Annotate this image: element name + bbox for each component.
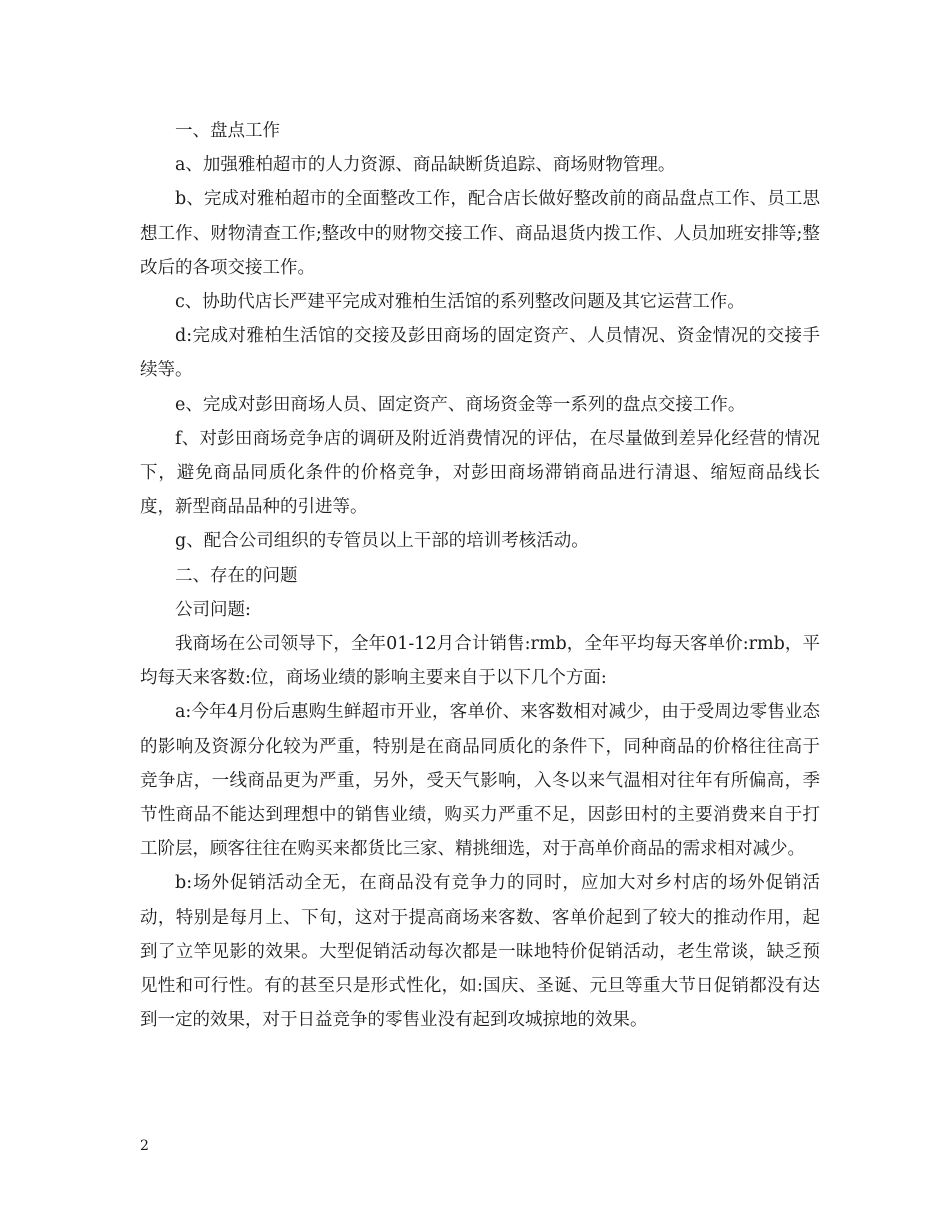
paragraph-item-c: c、协助代店长严建平完成对雅柏生活馆的系列整改问题及其它运营工作。 — [175, 292, 745, 313]
paragraph-item-f: f、对彭田商场竞争店的调研及附近消费情况的评估，在尽量做到差异化经营的情况下，避免商品同质化条件的价格竞争，对彭田商场滞销商品进行清退、缩短商品线长度，新型商品品种的引进等。 — [140, 428, 820, 518]
paragraph-problem-a: a:今年4月份后惠购生鲜超市开业，客单价、来客数相对减少，由于受周边零售业态的影响及资源分化较为严重，特别是在商品同质化的条件下，同种商品的价格往往高于竞争店，一线商品更为严重，另外，受天气影响，入冬以来气温相对往年有所偏高，季节性商品不能达到理想中的销售业绩，购买力严重不足，因彭田村的主要消费来自于打工阶层，顾客往往在购买来都货比三家、精挑细选，对于高单价商品的需求相对减少。 — [140, 702, 820, 860]
subheading-company-problems: 公司问题: — [175, 599, 251, 620]
document-body — [140, 114, 820, 1037]
paragraph-item-e: e、完成对彭田商场人员、固定资产、商场资金等一系列的盘点交接工作。 — [175, 394, 746, 415]
section-heading-inventory: 一、盘点工作 — [175, 121, 280, 141]
paragraph-item-a: a、加强雅柏超市的人力资源、商品缺断货追踪、商场财物管理。 — [175, 155, 676, 176]
paragraph-item-g: g、配合公司组织的专管员以上干部的培训考核活动。 — [175, 531, 589, 552]
paragraph-item-b: b、完成对雅柏超市的全面整改工作，配合店长做好整改前的商品盘点工作、员工思想工作、财物清查工作;整改中的财物交接工作、商品退货内拨工作、人员加班安排等;整改后的各项交接工作。 — [140, 189, 820, 278]
paragraph-item-d: d:完成对雅柏生活馆的交接及彭田商场的固定资产、人员情况、资金情况的交接手续等。 — [140, 326, 820, 381]
paragraph-sales-summary: 我商场在公司领导下，全年01-12月合计销售:rmb，全年平均每天客单价:rmb，平均每天来客数:位，商场业绩的影响主要来自于以下几个方面: — [140, 634, 820, 689]
page-number: 2 — [140, 1138, 149, 1154]
paragraph-problem-b: b:场外促销活动全无，在商品没有竞争力的同时，应加大对乡村店的场外促销活动，特别是每月上、下旬，这对于提高商场来客数、客单价起到了较大的推动作用，起到了立竿见影的效果。大型促销活动每次都是一昧地特价促销活动，老生常谈，缺乏预见性和可行性。有的甚至只是形式性化，如:国庆、圣诞、元旦等重大节日促销都没有达到一定的效果，对于日益竞争的零售业没有起到攻城掠地的效果。 — [140, 873, 820, 1031]
section-heading-problems: 二、存在的问题 — [175, 565, 298, 586]
